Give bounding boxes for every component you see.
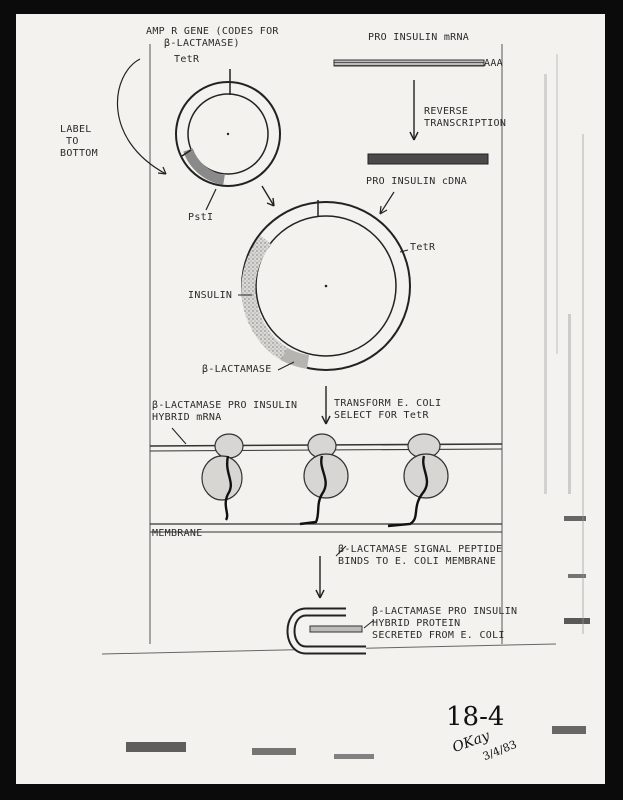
plasmid-vector-top xyxy=(176,69,280,186)
pst-label: PstI xyxy=(188,212,214,223)
ribosome-2 xyxy=(300,434,348,524)
tetr-label-top: TetR xyxy=(174,54,200,65)
transform-line-2: SELECT FOR TetR xyxy=(334,410,429,421)
beta-lactamase-top-label: β-LACTAMASE) xyxy=(164,38,240,49)
hybrid-protein-shape xyxy=(291,612,366,650)
pst-arrow xyxy=(206,189,216,210)
label-to-bottom-line-1: LABEL xyxy=(60,124,92,135)
label-to-bottom-arrow xyxy=(117,59,166,174)
hybrid-protein-line-2: HYBRID PROTEIN xyxy=(372,618,461,629)
proinsulin-cdna-bar xyxy=(368,154,488,164)
signal-peptide-line-1: β-LACTAMASE SIGNAL PEPTIDE xyxy=(338,544,503,555)
proinsulin-cdna-label: PRO INSULIN cDNA xyxy=(366,176,468,187)
proinsulin-mrna-bar xyxy=(334,60,484,66)
hybrid-mrna-pointer xyxy=(172,428,186,444)
tetr-label-recombinant: TetR xyxy=(410,242,436,253)
initials-annotation: OKay xyxy=(450,727,492,757)
ribosome-3 xyxy=(388,434,448,526)
signal-peptide-line-2: BINDS TO E. COLI MEMBRANE xyxy=(338,556,497,567)
beta-lactamase-label: β-LACTAMASE xyxy=(202,364,272,375)
insulin-label: INSULIN xyxy=(188,290,233,301)
proinsulin-mrna-label: PRO INSULIN mRNA xyxy=(368,32,470,43)
cdna-insert-arrow xyxy=(380,192,394,214)
aaa-label: AAA xyxy=(484,58,503,69)
amp-gene-label: AMP R GENE (CODES FOR xyxy=(146,26,279,37)
hybrid-protein-line-1: β-LACTAMASE PRO INSULIN xyxy=(372,606,518,617)
hybrid-protein-line-3: SECRETED FROM E. COLI xyxy=(372,630,505,641)
transform-line-1: TRANSFORM E. COLI xyxy=(334,398,442,409)
reverse-transcription-line-2: TRANSCRIPTION xyxy=(424,118,507,129)
reverse-transcription-line-1: REVERSE xyxy=(424,106,469,117)
date-annotation: 3/4/83 xyxy=(480,737,519,764)
beta-lactamase-pointer xyxy=(278,362,294,370)
label-to-bottom-line-3: BOTTOM xyxy=(60,148,98,159)
hybrid-mrna-line-1: β-LACTAMASE PRO INSULIN xyxy=(152,400,298,411)
ribosome-1 xyxy=(202,434,243,520)
membrane-label: MEMBRANE xyxy=(152,528,203,539)
recombinant-plasmid xyxy=(242,200,410,370)
hybrid-mrna-line-2: HYBRID mRNA xyxy=(152,412,222,423)
diagram-drawing xyxy=(16,14,605,784)
page-number-annotation: 18-4 xyxy=(446,702,505,732)
document-page xyxy=(16,14,605,784)
label-to-bottom-line-2: TO xyxy=(66,136,79,147)
